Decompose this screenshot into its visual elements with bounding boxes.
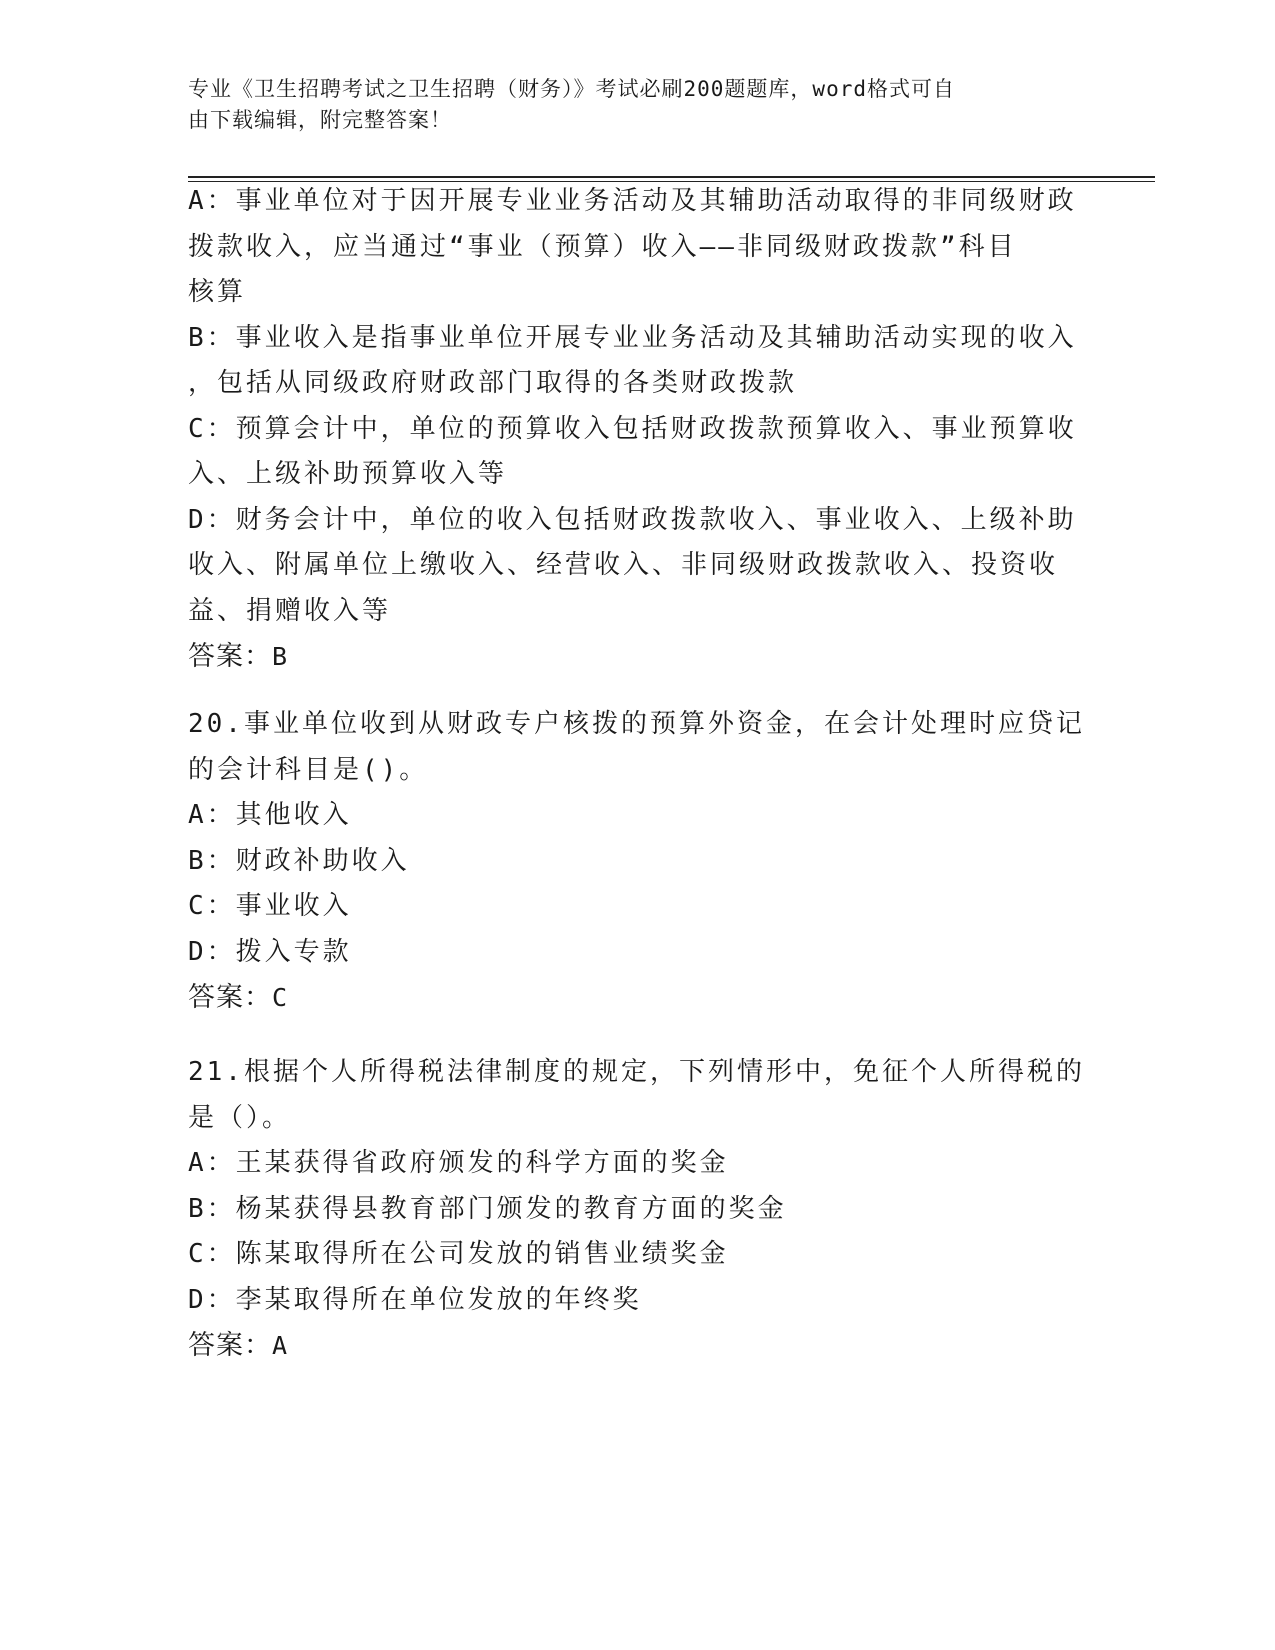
q21-option-b: B：杨某获得县教育部门颁发的教育方面的奖金: [188, 1193, 787, 1224]
q19-answer-label: 答案：: [188, 641, 272, 672]
q21-stem-line-2: 是（）。: [188, 1102, 292, 1133]
q20-option-b: B：财政补助收入: [188, 845, 410, 876]
q20-option-c: C：事业收入: [188, 891, 352, 921]
q19-option-a-line-3: 核算: [188, 277, 247, 307]
q21-option-c: C：陈某取得所在公司发放的销售业绩奖金: [188, 1239, 729, 1269]
question-21: [188, 1050, 1088, 1369]
q19-option-a-line-1: A：事业单位对于因开展专业业务活动及其辅助活动取得的非同级财政: [188, 186, 1077, 216]
q21-stem-line-1: 21.根据个人所得税法律制度的规定，下列情形中，免征个人所得税的: [188, 1057, 1085, 1087]
q19-option-b-line-1: B：事业收入是指事业单位开展专业业务活动及其辅助活动实现的收入: [188, 322, 1077, 353]
header-line-1: 专业《卫生招聘考试之卫生招聘（财务）》考试必刷200题题库，word格式可自: [188, 77, 955, 101]
q19-option-d-line-3: 益、捐赠收入等: [188, 595, 392, 626]
q20-answer-value: C: [272, 983, 289, 1012]
header-line-2: 由下载编辑，附完整答案！: [188, 108, 452, 132]
q19-option-d-line-2: 收入、附属单位上缴收入、经营收入、非同级财政拨款收入、投资收: [188, 550, 1059, 580]
q21-option-d: D：李某取得所在单位发放的年终奖: [188, 1284, 642, 1315]
question-20: [188, 702, 1088, 1021]
q20-option-d: D：拨入专款: [188, 936, 352, 967]
document-header: [188, 74, 1068, 136]
q21-answer-value: A: [272, 1331, 289, 1360]
q20-answer: [188, 975, 1088, 1021]
q21-answer: [188, 1323, 1088, 1369]
q19-option-d-line-1: D：财务会计中，单位的收入包括财政拨款收入、事业收入、上级补助: [188, 504, 1077, 535]
question-19-options: [188, 179, 1088, 680]
q21-option-a: A：王某获得省政府颁发的科学方面的奖金: [188, 1148, 729, 1178]
q19-answer-value: B: [272, 642, 289, 671]
q19-option-c-line-2: 入、上级补助预算收入等: [188, 459, 508, 489]
q20-stem-line-1: 20.事业单位收到从财政专户核拨的预算外资金，在会计处理时应贷记: [188, 709, 1085, 739]
q21-answer-label: 答案：: [188, 1330, 272, 1361]
q19-option-b-line-2: ，包括从同级政府财政部门取得的各类财政拨款: [188, 368, 798, 398]
q20-answer-label: 答案：: [188, 982, 272, 1013]
q20-option-a: A：其他收入: [188, 800, 352, 830]
q20-stem-line-2: 的会计科目是()。: [188, 754, 429, 785]
q19-answer: [188, 634, 1088, 680]
q19-option-a-line-2: 拨款收入，应当通过“事业（预算）收入——非同级财政拨款”科目: [188, 231, 1017, 262]
q19-option-c-line-1: C：预算会计中，单位的预算收入包括财政拨款预算收入、事业预算收: [188, 413, 1077, 444]
